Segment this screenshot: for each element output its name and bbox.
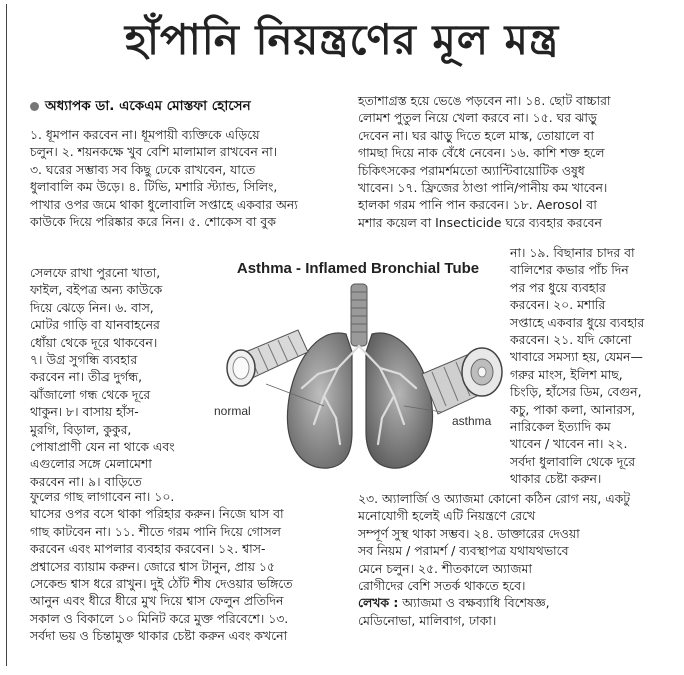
right-column-bottom	[358, 490, 630, 629]
bullet-icon	[30, 102, 39, 111]
text-line: সর্বদা ভয় ও চিন্তামুক্ত থাকার চেষ্টা করুন এবং কখনো	[30, 628, 288, 644]
text-line: পোষাপ্রাণী যেন না থাকে এবং	[30, 439, 175, 455]
text-line: ঘাসের ওপর বসে থাকা পরিহার করুন। নিজে ঘাস বা	[30, 506, 284, 522]
right-column-top	[358, 92, 610, 231]
byline-text: অধ্যাপক ডা. একেএম মোস্তফা হোসেন	[45, 98, 251, 114]
author-title: অ্যাজমা ও বক্ষব্যাধি বিশেষজ্ঞ,	[398, 595, 550, 611]
text-line: গামছা দিয়ে নাক বেঁধে নেবেন। ১৬. কাশি শক্ত হলে	[358, 145, 605, 161]
author-label: লেখক :	[358, 595, 399, 611]
text-line: ফুলের গাছ লাগাবেন না। ১০.	[30, 489, 175, 504]
text-line: খাবেন। ১৭. ফ্রিজের ঠাণ্ডা পানি/পানীয় কম খাবেন।	[358, 180, 608, 196]
bronchial-tube-illustration	[206, 256, 510, 482]
left-column-wrap	[30, 264, 175, 490]
text-line: পর পর ধুয়ে ব্যবহার	[510, 279, 606, 295]
text-line: মেনে চলুন। ২৫. শীতকালে অ্যাজমা	[358, 560, 532, 576]
right-column-wrap	[510, 244, 644, 488]
text-line: মনোযোগী হলেই এটি নিয়ন্ত্রণে রেখে	[358, 508, 536, 524]
author-affiliation: মেডিনোভা, মালিবাগ, ঢাকা।	[358, 612, 497, 628]
text-line: করবেন এবং মাপলার ব্যবহার করবেন। ১২. শ্বাস-	[30, 541, 266, 557]
text-line: করবেন। ২০. মশারি	[510, 297, 606, 313]
text-line: ৭। উগ্র সুগন্ধি ব্যবহার	[30, 352, 138, 368]
left-column-bottom	[30, 488, 293, 645]
text-line: কাউকে দিয়ে পরিষ্কার করে নিন। ৫. শোকেস বা বুক	[30, 214, 276, 230]
text-line: করবেন না। ৯। বাড়িতে	[30, 473, 142, 489]
text-line: মুরগি, বিড়াল, কুকুর,	[30, 421, 132, 437]
text-line: চিংড়ি, হাঁসের ডিম, বেগুন,	[510, 384, 642, 400]
text-line: খাবেন / খাবেন না। ২২.	[510, 436, 628, 452]
label-normal: normal	[214, 404, 251, 418]
text-line: দেবেন না। ঘর ঝাড়ু দিতে হলে মাস্ক, তোয়ালে বা	[358, 127, 594, 143]
text-line: ১. ধূমপান করবেন না। ধূমপায়ী ব্যক্তিকে এড়িয়ে	[30, 127, 260, 142]
text-line: সকাল ও বিকালে ১০ মিনিট করে মুক্ত পরিবেশে। ১৩.	[30, 610, 289, 626]
text-line: সব নিয়ম / পরামর্শ / ব্যবস্থাপত্র যথাযথভাবে	[358, 543, 569, 559]
text-line: এগুলোর সঙ্গে মেলামেশা	[30, 456, 152, 472]
column-rule	[6, 4, 7, 666]
text-line: করবেন না। তীব্র দুর্গন্ধ,	[30, 369, 143, 385]
text-line: ফাইল, বইপত্র অন্য কাউকে	[30, 282, 163, 298]
text-line: সপ্তাহে একবার ধুয়ে ব্যবহার	[510, 314, 645, 330]
text-line: নারিকেল ইত্যাদি কম	[510, 419, 611, 435]
text-line: সেলফে রাখা পুরনো খাতা,	[30, 265, 161, 280]
text-line: গাছ কাটবেন না। ১১. শীতে গরম পানি দিয়ে গোসল	[30, 523, 281, 539]
text-line: ধুলাবালি কম উড়ে। ৪. টিভি, মশারি স্ট্যান্ড, সিলিং,	[30, 179, 278, 195]
text-line: না। ১৯. বিছানার চাদর বা	[510, 245, 635, 260]
text-line: ঝাঁজালো গন্ধ থেকে দূরে	[30, 386, 151, 402]
left-column-top	[30, 126, 298, 230]
text-line: করবেন। ২১. যদি কোনো	[510, 332, 632, 348]
text-line: মোটর গাড়ি বা যানবাহনের	[30, 317, 160, 333]
text-line: পাখার ওপর জমে থাকা ধুলোবালি সপ্তাহে একবার অন্য	[30, 196, 298, 212]
text-line: সম্পূর্ণ সুস্থ থাকা সম্ভব। ২৪. ডাক্তারের দেওয়া	[358, 525, 580, 541]
text-line: ৩. ঘরের সম্ভাব্য সব কিছু ঢেকে রাখবেন, যাতে	[30, 161, 256, 177]
author-line	[358, 594, 630, 611]
text-line: দিয়ে ঝেড়ে নিন। ৬. বাস,	[30, 299, 154, 315]
text-line: ধোঁয়া থেকে দূরে থাকবেন।	[30, 334, 158, 350]
text-line: প্রশ্বাসের ব্যায়াম করুন। জোরে শ্বাস টানুন, প্রায় ১৫	[30, 558, 275, 574]
text-line: থাকুন। ৮। বাসায় হাঁস-	[30, 404, 139, 420]
text-line: সর্বদা ধুলাবালি থেকে দূরে	[510, 453, 636, 469]
text-line: রোগীদের বেশি সতর্ক থাকতে হবে।	[358, 578, 526, 594]
text-line: থাকার চেষ্টা করুন।	[510, 471, 602, 487]
text-line: চিকিৎসকের পরামর্শমতো অ্যান্টিবায়োটিক ওষুধ	[358, 162, 585, 178]
right-lung	[366, 333, 433, 468]
text-line: হালকা গরম পানি পান করবেন। ১৮. Aerosol বা	[358, 197, 597, 213]
text-line: লোমশ পুতুল নিয়ে খেলা করবে না। ১৫. ঘর ঝাড়ু	[358, 110, 597, 126]
text-line: কচু, পাকা কলা, আনারস,	[510, 401, 636, 417]
text-line: সেকেন্ড শ্বাস ধরে রাখুন। দুই ঠোঁট শীষ দেওয়ার ভঙ্গিতে	[30, 576, 293, 592]
text-line: খাবারে সমস্যা হয়, যেমন—	[510, 349, 643, 365]
text-line: মশার কয়েল বা Insecticide ঘরে ব্যবহার করবেন	[358, 214, 602, 230]
byline	[30, 95, 251, 118]
text-line: আনুন এবং ধীরে ধীরে মুখ দিয়ে শ্বাস ফেলুন প্রতিদিন	[30, 593, 284, 609]
text-line: হতাশাগ্রস্ত হয়ে ভেঙে পড়বেন না। ১৪. ছোট বাচ্চারা	[358, 93, 611, 108]
text-line: ২৩. অ্যালার্জি ও অ্যাজমা কোনো কঠিন রোগ নয়, একটু	[358, 491, 631, 506]
text-line: চলুন। ২. শয়নকক্ষে খুব বেশি মালামাল রাখবেন না।	[30, 144, 278, 160]
figure-title: Asthma - Inflamed Bronchial Tube	[236, 260, 480, 277]
lungs-diagram	[206, 256, 510, 482]
text-line: গরুর মাংস, ইলিশ মাছ,	[510, 366, 623, 382]
text-line: বালিশের কভার পাঁচ দিন	[510, 262, 629, 278]
label-asthma: asthma	[452, 414, 492, 428]
headline: হাঁপানি নিয়ন্ত্রণের মূল মন্ত্র	[124, 15, 560, 64]
